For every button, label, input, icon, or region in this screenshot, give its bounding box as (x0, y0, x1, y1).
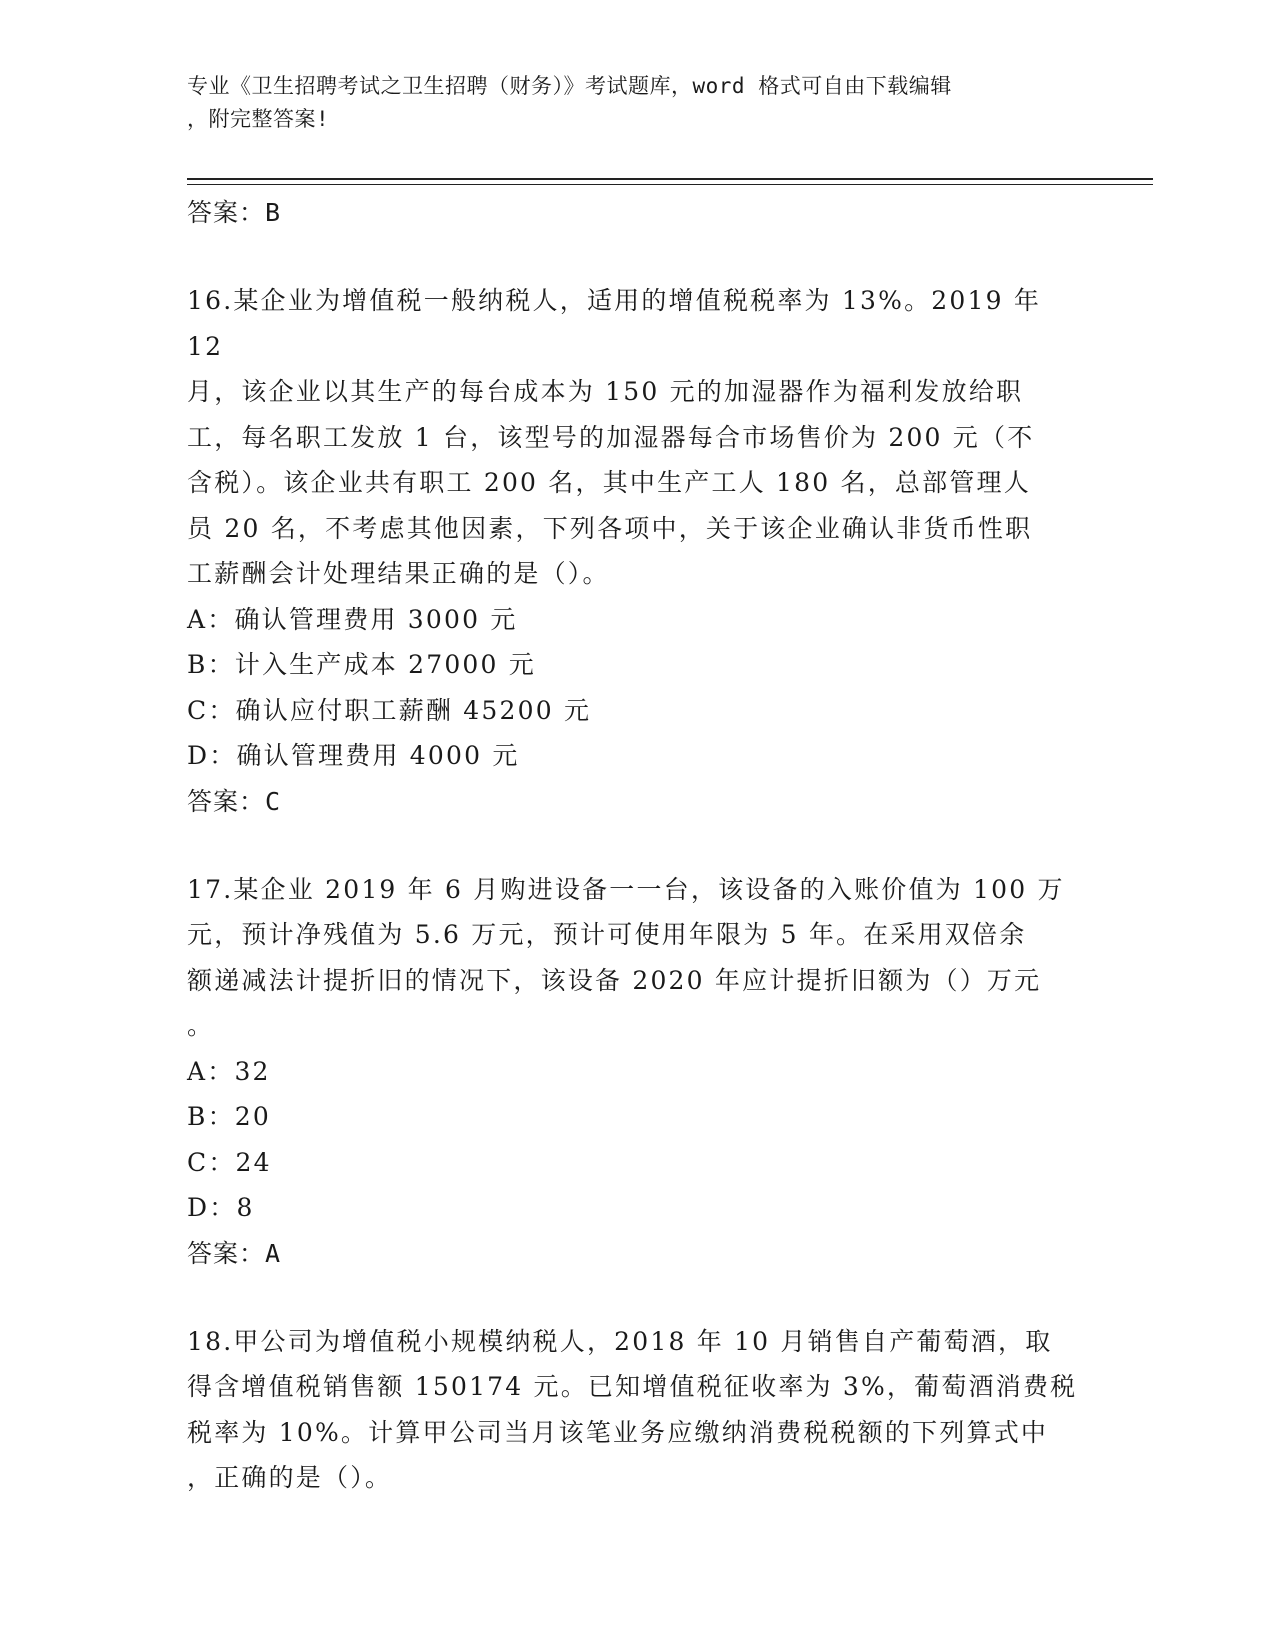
document-body (187, 190, 1087, 1501)
option-b: B：计入生产成本 27000 元 (187, 650, 536, 679)
question-line: 额递减法计提折旧的情况下，该设备 2020 年应计提折旧额为（）万元 (187, 965, 1042, 995)
question-17 (187, 867, 1087, 1277)
header-rule-thin (187, 184, 1153, 185)
question-line: 税率为 10%。计算甲公司当月该笔业务应缴纳消费税税额的下列算式中 (187, 1417, 1049, 1447)
option-c: C：24 (187, 1147, 272, 1177)
question-line: 工薪酬会计处理结果正确的是（）。 (187, 559, 610, 588)
question-line: 工，每名职工发放 1 台，该型号的加湿器每合市场售价为 200 元（不 (187, 422, 1035, 452)
question-16-options (187, 597, 1087, 779)
option-d: D：确认管理费用 4000 元 (187, 741, 520, 770)
option-c: C：确认应付职工薪酬 45200 元 (187, 695, 592, 725)
document-header (187, 70, 1087, 136)
question-line: 16.某企业为增值税一般纳税人，适用的增值税税率为 13%。2019 年 12 (187, 286, 1042, 361)
question-line: 。 (187, 1011, 215, 1040)
question-line: 17.某企业 2019 年 6 月购进设备一一台，该设备的入账价值为 100 万 (187, 874, 1065, 904)
question-line: 18.甲公司为增值税小规模纳税人，2018 年 10 月销售自产葡萄酒，取 (187, 1326, 1053, 1356)
answer-line: 答案：C (187, 786, 282, 816)
header-line-2: ，附完整答案! (187, 107, 330, 131)
question-line: 元，预计净残值为 5.6 万元，预计可使用年限为 5 年。在采用双倍余 (187, 920, 1027, 949)
question-17-text (187, 867, 1087, 1049)
option-a: A：32 (187, 1056, 271, 1086)
answer-line: 答案：A (187, 1238, 282, 1268)
question-line: 得含增值税销售额 150174 元。已知增值税征收率为 3%，葡萄酒消费税 (187, 1372, 1078, 1401)
question-line: ，正确的是（）。 (187, 1463, 393, 1492)
question-line: 员 20 名，不考虑其他因素，下列各项中，关于该企业确认非货币性职 (187, 513, 1033, 543)
question-18-text (187, 1319, 1087, 1501)
question-16-text (187, 278, 1087, 597)
question-18 (187, 1319, 1087, 1501)
question-line: 月，该企业以其生产的每台成本为 150 元的加湿器作为福利发放给职 (187, 377, 1024, 406)
option-a: A：确认管理费用 3000 元 (187, 604, 518, 634)
option-d: D：8 (187, 1193, 255, 1222)
question-16 (187, 278, 1087, 825)
question-line: 含税）。该企业共有职工 200 名，其中生产工人 180 名，总部管理人 (187, 468, 1031, 497)
question-17-options (187, 1049, 1087, 1231)
option-b: B：20 (187, 1102, 271, 1131)
header-line-1: 专业《卫生招聘考试之卫生招聘（财务）》考试题库，word 格式可自由下载编辑 (187, 74, 952, 98)
answer-line: 答案：B (187, 198, 282, 227)
header-rule-thick (187, 178, 1153, 180)
